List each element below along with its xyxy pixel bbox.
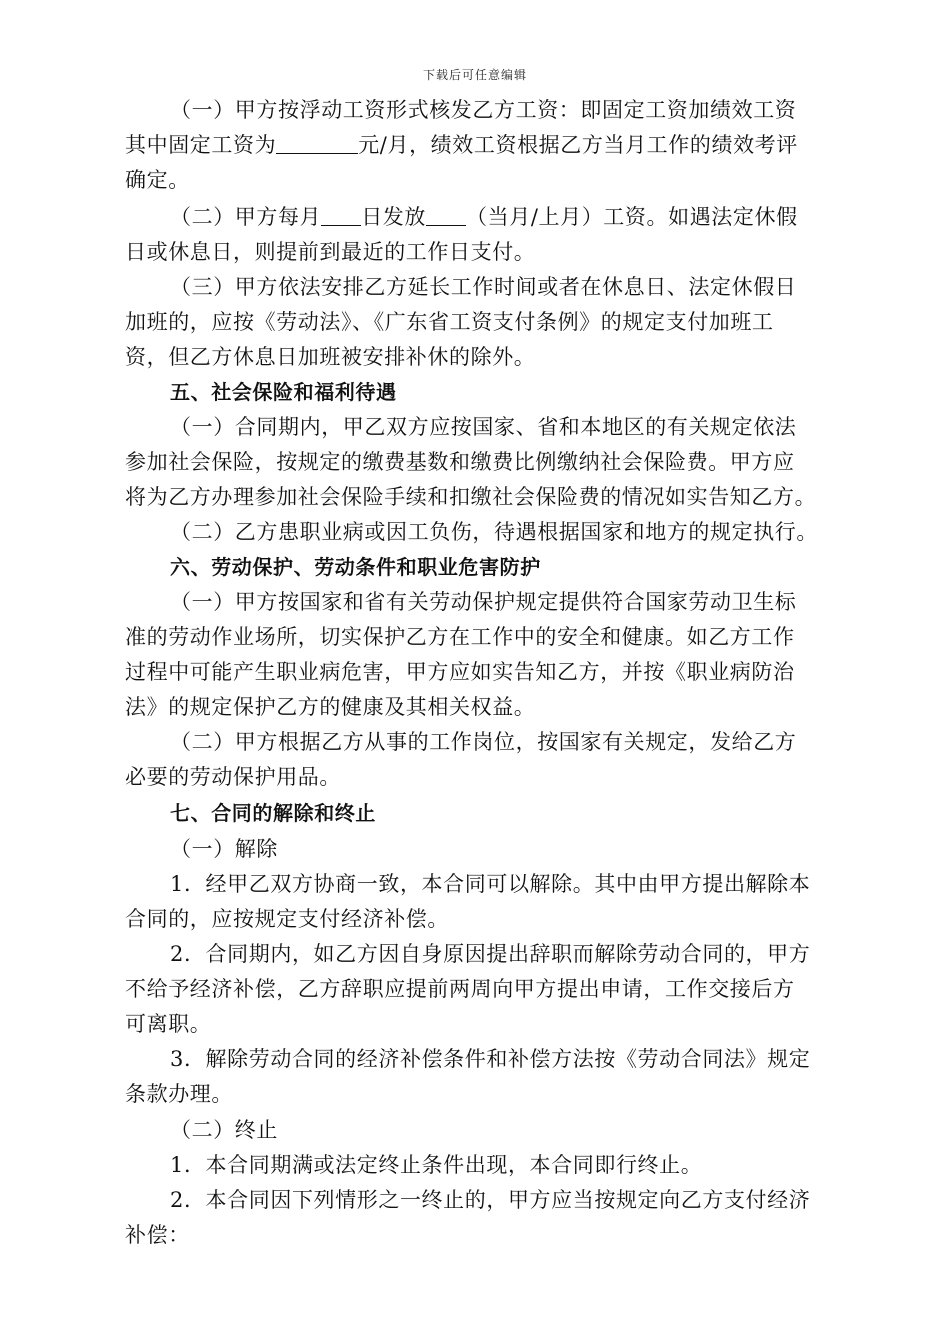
paragraph-line: 法》的规定保护乙方的健康及其相关权益。 [125, 695, 536, 719]
paragraph-line: 资，但乙方休息日加班被安排补休的除外。 [125, 345, 536, 369]
paragraph-line: （三）甲方依法安排乙方延长工作时间或者在休息日、法定休假日 [170, 275, 797, 299]
line-text: 日发放 [361, 205, 427, 229]
paragraph-line: 3．解除劳动合同的经济补偿条件和补偿方法按《劳动合同法》规定 [170, 1047, 811, 1071]
paragraph-line: 可离职。 [125, 1012, 212, 1036]
paragraph-line: （一）甲方按国家和省有关劳动保护规定提供符合国家劳动卫生标 [170, 590, 797, 614]
paragraph-line: 1．经甲乙双方协商一致，本合同可以解除。其中由甲方提出解除本 [170, 872, 811, 896]
paragraph-line [170, 204, 880, 230]
section-heading: 五、社会保险和福利待遇 [170, 380, 397, 404]
line-text: （当月/上月）工资。如遇法定休假 [466, 205, 798, 229]
fill-in-blank-salary [276, 133, 358, 154]
section-heading: 六、劳动保护、劳动条件和职业危害防护 [170, 555, 541, 579]
line-text: （二）甲方每月 [170, 205, 322, 229]
paragraph-line: 加班的，应按《劳动法》、《广东省工资支付条例》的规定支付加班工 [125, 310, 774, 334]
section-heading: 七、合同的解除和终止 [170, 801, 376, 825]
paragraph-line: 合同的，应按规定支付经济补偿。 [125, 907, 449, 931]
paragraph-line: 确定。 [125, 168, 190, 192]
paragraph-line: （一）解除 [170, 837, 278, 861]
line-text: 元/月，绩效工资根据乙方当月工作的绩效考评 [358, 133, 798, 157]
fill-in-blank-day [321, 205, 361, 226]
paragraph-line: 1．本合同期满或法定终止条件出现，本合同即行终止。 [170, 1153, 703, 1177]
paragraph-line: 日或休息日，则提前到最近的工作日支付。 [125, 240, 536, 264]
fill-in-blank-day [426, 205, 466, 226]
paragraph-line: 必要的劳动保护用品。 [125, 765, 341, 789]
paragraph-line: 2．本合同因下列情形之一终止的，甲方应当按规定向乙方支付经济 [170, 1188, 811, 1212]
paragraph-line: 准的劳动作业场所，切实保护乙方在工作中的安全和健康。如乙方工作 [125, 625, 795, 649]
page-header: 下载后可任意编辑 [422, 68, 527, 82]
paragraph-line [125, 132, 835, 158]
paragraph-line: 条款办理。 [125, 1082, 233, 1106]
paragraph-line: 参加社会保险，按规定的缴费基数和缴费比例缴纳社会保险费。甲方应 [125, 450, 795, 474]
paragraph-line: （二）甲方根据乙方从事的工作岗位，按国家有关规定，发给乙方 [170, 730, 797, 754]
paragraph-line: （二）乙方患职业病或因工负伤，待遇根据国家和地方的规定执行。 [170, 520, 818, 544]
paragraph-line: （一）合同期内，甲乙双方应按国家、省和本地区的有关规定依法 [170, 415, 797, 439]
paragraph-line: 补偿： [125, 1223, 190, 1247]
paragraph-line: 过程中可能产生职业病危害，甲方应如实告知乙方，并按《职业病防治 [125, 660, 795, 684]
paragraph-line: （二）终止 [170, 1118, 278, 1142]
paragraph-line: 不给予经济补偿，乙方辞职应提前两周向甲方提出申请，工作交接后方 [125, 977, 795, 1001]
paragraph-line: （一）甲方按浮动工资形式核发乙方工资：即固定工资加绩效工资 [170, 98, 797, 122]
paragraph-line: 2．合同期内，如乙方因自身原因提出辞职而解除劳动合同的，甲方 [170, 942, 811, 966]
line-text: 其中固定工资为 [125, 133, 277, 157]
paragraph-line: 将为乙方办理参加社会保险手续和扣缴社会保险费的情况如实告知乙方。 [125, 485, 817, 509]
